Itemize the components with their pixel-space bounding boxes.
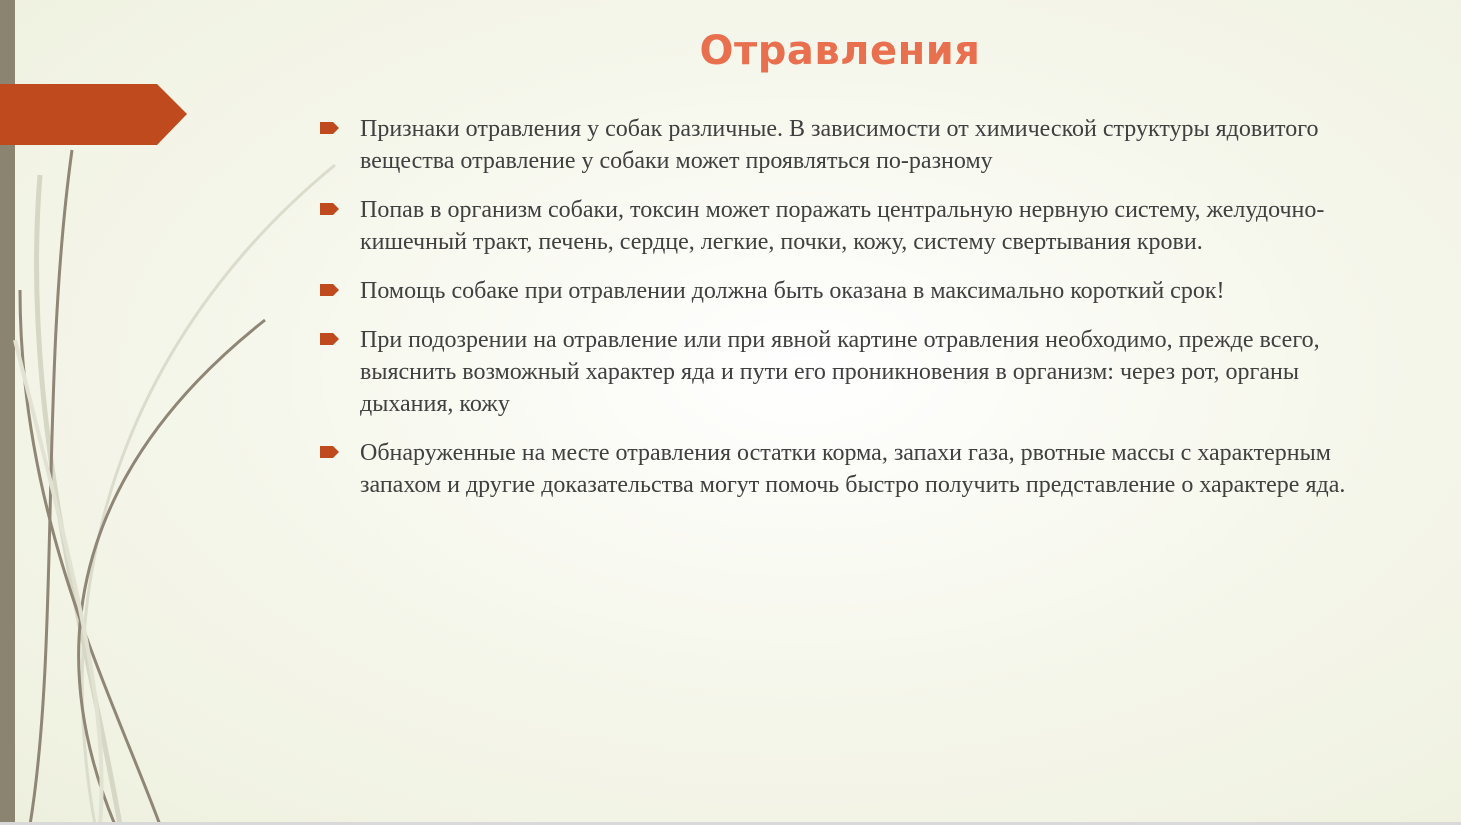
arrow-right-bullet-icon — [320, 445, 340, 459]
arrow-right-bullet-icon — [320, 332, 340, 346]
bullet-text: Обнаруженные на месте отравления остатки корма, запахи газа, рвотные массы с характерным запахом и другие доказательства могут помочь быстро получить представление о характере яда. — [360, 440, 1346, 498]
slide-title: Отравления — [699, 28, 981, 74]
bullet-text: Признаки отравления у собак различные. В зависимости от химической структуры ядовитого вещества отравление у собаки может проявляться по-разному — [360, 116, 1319, 174]
bullet-item — [320, 324, 1380, 420]
bullet-list — [320, 113, 1380, 518]
accent-arrow-banner — [0, 84, 187, 145]
bullet-item — [320, 113, 1380, 177]
arrow-right-bullet-icon — [320, 202, 340, 216]
arrow-right-bullet-icon — [320, 283, 340, 297]
bullet-text: Попав в организм собаки, токсин может поражать центральную нервную систему, желудочно-кишечный тракт, печень, сердце, легкие, почки, кожу, систему свертывания крови. — [360, 197, 1325, 255]
bullet-item — [320, 437, 1380, 501]
bullet-text: Помощь собаке при отравлении должна быть оказана в максимально короткий срок! — [360, 278, 1225, 304]
arrow-right-bullet-icon — [320, 121, 340, 135]
bullet-item — [320, 275, 1380, 307]
bullet-item — [320, 194, 1380, 258]
bullet-text: При подозрении на отравление или при явной картине отравления необходимо, прежде всего, выяснить возможный характер яда и пути его проникновения в организм: через рот, органы дыхания, кожу — [360, 327, 1320, 417]
